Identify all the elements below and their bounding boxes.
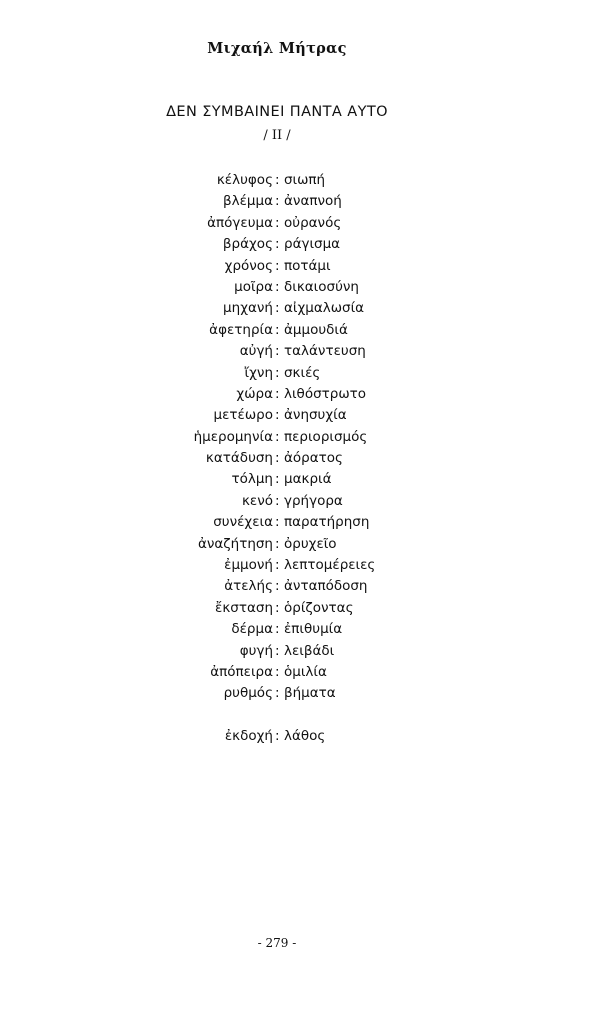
word-pair-left: ἐμμονή: [224, 557, 273, 574]
word-pair-separator: :: [275, 428, 280, 445]
word-pair-left: δέρμα: [231, 621, 273, 638]
word-pair-separator: :: [275, 450, 280, 467]
word-pair-left: μηχανή: [223, 300, 273, 317]
word-pair-row: [0, 576, 597, 597]
word-pair-right: λεπτομέρειες: [284, 557, 376, 574]
word-pair-separator: :: [275, 599, 280, 616]
word-pair-right: σιωπή: [284, 172, 326, 188]
word-pair-left: φυγή: [239, 642, 273, 659]
word-pair-row: [0, 191, 597, 212]
word-pair-row: [0, 384, 597, 405]
word-pair-right: περιορισμός: [284, 428, 368, 445]
word-pair-left: κενό: [241, 492, 273, 509]
word-pair-row: [0, 641, 597, 662]
word-pair-separator: :: [275, 578, 280, 595]
word-pair-right: ἐπιθυμία: [284, 621, 343, 638]
word-pair-left: μοῖρα: [234, 278, 273, 295]
word-pair-separator: :: [275, 621, 280, 638]
word-pair-right: ἀόρατος: [284, 450, 343, 467]
word-pair-left: ἐκδοχή: [224, 728, 273, 745]
word-pair-right: δικαιοσύνη: [284, 278, 359, 295]
word-pair-left: ἀναζήτηση: [197, 535, 273, 552]
word-pair-separator: :: [275, 257, 280, 274]
word-pair-row: [0, 256, 597, 277]
word-pair-row: [0, 512, 597, 533]
word-pair-row: [0, 427, 597, 448]
word-pair-right: παρατήρηση: [284, 514, 370, 531]
word-pair-separator: :: [275, 407, 280, 424]
word-pair-row: [0, 619, 597, 640]
word-pair-row: [0, 469, 597, 490]
word-pair-right: ὀρυχεῖο: [284, 535, 337, 552]
word-pairs-list: [0, 170, 597, 748]
word-pair-left: κέλυφος: [216, 172, 273, 188]
word-pair-row: [0, 598, 597, 619]
word-pair-left: μετέωρο: [213, 407, 273, 424]
word-pair-separator: :: [275, 300, 280, 317]
word-pair-row: [0, 405, 597, 426]
word-pair-separator: :: [275, 535, 280, 552]
word-pair-left: τόλμη: [231, 471, 273, 488]
word-pair-row: [0, 662, 597, 683]
word-pair-row: [0, 448, 597, 469]
word-pair-right: μακριά: [284, 471, 332, 488]
word-pair-row: [0, 170, 597, 191]
word-pair-right: ταλάντευση: [284, 343, 366, 360]
word-pair-row: [0, 683, 597, 704]
word-pair-row: [0, 234, 597, 255]
author-name: Μιχαήλ Μήτρας: [207, 40, 347, 57]
word-pair-separator: :: [275, 236, 280, 253]
word-pair-right: ἀναπνοή: [284, 193, 342, 210]
word-pair-separator: :: [275, 685, 280, 702]
word-pair-row: [0, 363, 597, 384]
word-pair-separator: :: [275, 492, 280, 509]
word-pair-row: [0, 298, 597, 319]
poem-part-number: / ΙΙ /: [263, 128, 291, 143]
word-pair-separator: :: [275, 343, 280, 360]
word-pair-left: ἀπόγευμα: [207, 214, 273, 231]
word-pair-separator: :: [275, 364, 280, 381]
word-pair-row: [0, 555, 597, 576]
word-pair-left: βράχος: [222, 236, 273, 253]
word-pair-separator: :: [275, 728, 280, 745]
word-pair-row: [0, 341, 597, 362]
word-pair-separator: :: [275, 557, 280, 574]
word-pair-left: κατάδυση: [205, 450, 273, 467]
word-pair-separator: :: [275, 278, 280, 295]
word-pair-left: βλέμμα: [223, 193, 273, 210]
word-pair-row: [0, 534, 597, 555]
word-pair-left: ἀφετηρία: [209, 321, 273, 338]
word-pair-right: λιθόστρωτο: [284, 385, 367, 402]
word-pair-right: σκιές: [284, 364, 321, 381]
page-number: - 279 -: [257, 936, 297, 950]
word-pair-left: ἀτελής: [224, 578, 273, 595]
word-pair-separator: :: [275, 321, 280, 338]
word-pair-row: [0, 277, 597, 298]
word-pair-right: ὁμιλία: [284, 663, 327, 680]
word-pair-separator: :: [275, 642, 280, 659]
word-pair-left: ἔκσταση: [215, 599, 273, 616]
word-pair-row: [0, 213, 597, 234]
word-pair-right: λειβάδι: [284, 642, 335, 659]
word-pair-separator: :: [275, 193, 280, 210]
word-pair-separator: :: [275, 471, 280, 488]
word-pair-right: ἀνταπόδοση: [284, 578, 368, 595]
word-pair-right: ποτάμι: [284, 257, 331, 274]
word-pair-right: ἀμμουδιά: [284, 321, 348, 338]
word-pair-left: αὐγή: [239, 343, 273, 360]
word-pair-separator: :: [275, 663, 280, 680]
word-pair-left: ἀπόπειρα: [210, 663, 273, 680]
word-pair-right: βήματα: [284, 685, 336, 702]
word-pair-left: ρυθμός: [223, 685, 273, 702]
poem-title: ΔΕΝ ΣΥΜΒΑΙΝΕΙ ΠΑΝΤΑ ΑΥΤΟ: [166, 104, 388, 120]
word-pair-separator: :: [275, 172, 280, 188]
word-pair-right: οὐρανός: [284, 214, 342, 231]
word-pair-separator: :: [275, 514, 280, 531]
word-pair-separator: :: [275, 385, 280, 402]
word-pair-right: ἀνησυχία: [284, 407, 347, 424]
word-pair-right: λάθος: [284, 728, 326, 745]
word-pair-right: γρήγορα: [284, 492, 343, 509]
word-pair-left: χρόνος: [224, 257, 273, 274]
word-pair-row: [0, 320, 597, 341]
word-pair-left: χώρα: [236, 385, 273, 402]
word-pair-right: ὁρίζοντας: [284, 599, 354, 616]
word-pair-right: ράγισμα: [284, 236, 341, 253]
word-pair-right: αἰχμαλωσία: [284, 300, 365, 317]
word-pair-separator: :: [275, 214, 280, 231]
word-pair-left: συνέχεια: [213, 514, 273, 531]
word-pair-left: ἴχνη: [244, 364, 273, 381]
word-pair-row: [0, 726, 597, 747]
word-pair-left: ἡμερομηνία: [193, 428, 273, 445]
word-pair-row: [0, 491, 597, 512]
